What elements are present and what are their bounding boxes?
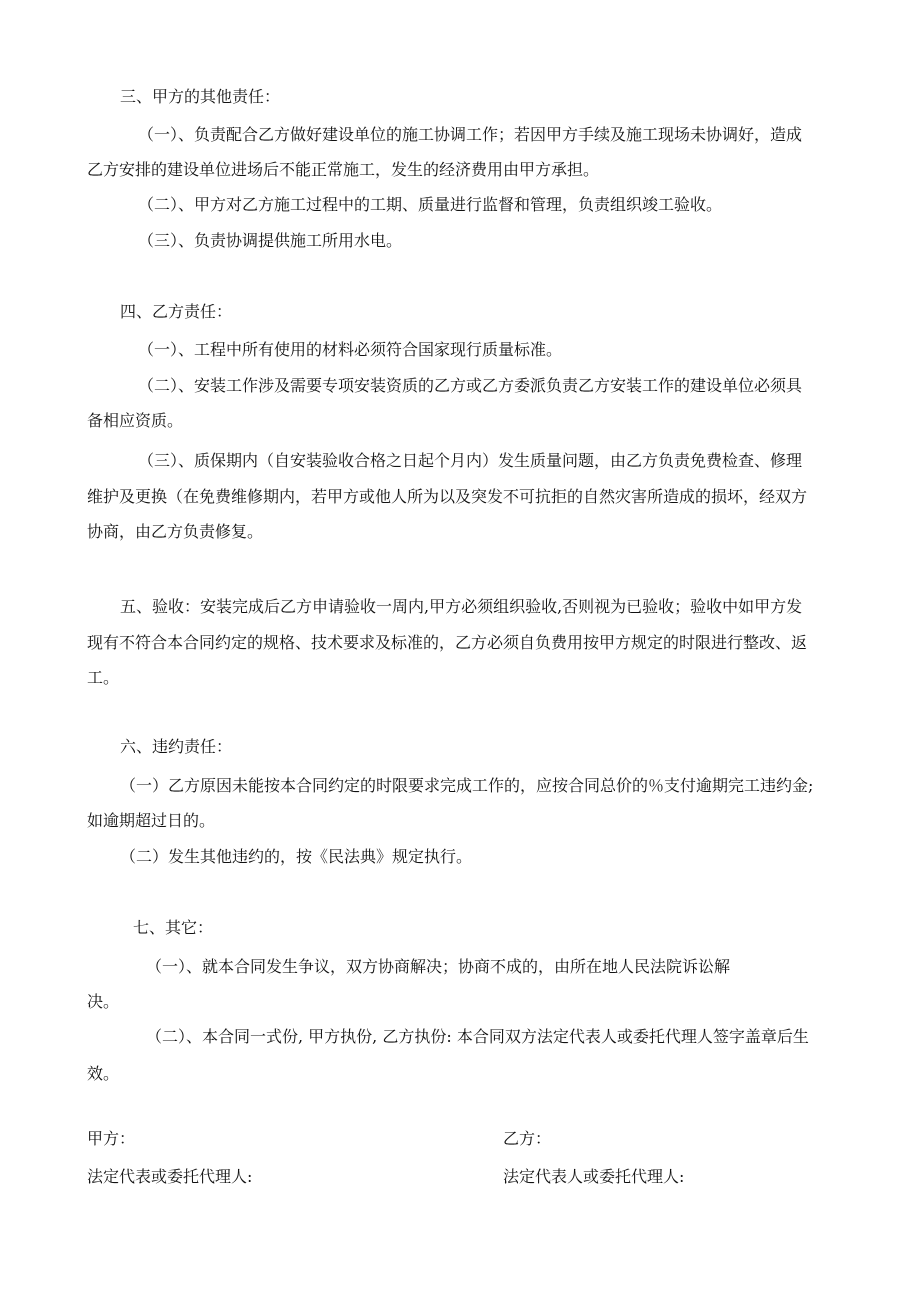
section-6-item-2: （二）发生其他违约的，按《民法典》规定执行。: [120, 847, 473, 866]
section-5-line-1: 五、验收：安装完成后乙方申请验收一周内,甲方必须组织验收,否则视为已验收；验收中如甲方发: [120, 597, 803, 616]
section-4-heading: 四、乙方责任：: [120, 302, 233, 321]
section-4-item-3-cont-1: 维护及更换（在免费维修期内，若甲方或他人所为以及突发不可抗拒的自然灾害所造成的损坏，经双方: [87, 487, 808, 506]
section-7-item-1-cont: 决。: [87, 992, 120, 1011]
section-3-item-3: （三）、负责协调提供施工所用水电。: [138, 231, 403, 250]
section-7-item-1: （一）、就本合同发生争议，双方协商解决；协商不成的，由所在地人民法院诉讼解: [146, 957, 731, 976]
party-a-label: 甲方：: [87, 1129, 136, 1148]
section-7-item-2: （二）、本合同一式份, 甲方执份, 乙方执份: 本合同双方法定代表人或委托代理人签字盖章后生: [146, 1027, 809, 1046]
section-6-heading: 六、违约责任：: [120, 737, 233, 756]
party-a-representative: 法定代表或委托代理人:: [87, 1167, 253, 1186]
section-4-item-3: （三）、质保期内（自安装验收合格之日起个月内）发生质量问题，由乙方负责免费检查、修理: [138, 451, 803, 470]
section-3-item-2: （二）、甲方对乙方施工过程中的工期、质量进行监督和管理，负责组织竣工验收。: [138, 195, 723, 214]
section-3-heading: 三、甲方的其他责任：: [120, 87, 281, 106]
section-5-line-2: 现有不符合本合同约定的规格、技术要求及标准的，乙方必须自负费用按甲方规定的时限进行整改、返: [87, 633, 808, 652]
section-6-item-1: （一）乙方原因未能按本合同约定的时限要求完成工作的，应按合同总价的％支付逾期完工违约金;: [120, 776, 814, 795]
section-3-item-1-cont: 乙方安排的建设单位进场后不能正常施工，发生的经济费用由甲方承担。: [87, 160, 600, 179]
section-5-line-3: 工。: [87, 668, 120, 687]
section-4-item-1: （一）、工程中所有使用的材料必须符合国家现行质量标准。: [138, 340, 563, 359]
section-4-item-2: （二）、安装工作涉及需要专项安装资质的乙方或乙方委派负责乙方安装工作的建设单位必须具: [138, 376, 803, 395]
section-4-item-3-cont-2: 协商，由乙方负责修复。: [87, 522, 264, 541]
section-3-item-1: （一）、负责配合乙方做好建设单位的施工协调工作；若因甲方手续及施工现场未协调好，造成: [138, 125, 803, 144]
section-7-item-2-cont: 效。: [87, 1064, 120, 1083]
party-b-representative: 法定代表人或委托代理人:: [503, 1167, 685, 1186]
section-4-item-2-cont: 备相应资质。: [87, 411, 184, 430]
section-7-heading: 七、其它：: [133, 918, 214, 937]
party-b-label: 乙方：: [503, 1129, 552, 1148]
section-6-item-1-cont: 如逾期超过日的。: [87, 811, 216, 830]
